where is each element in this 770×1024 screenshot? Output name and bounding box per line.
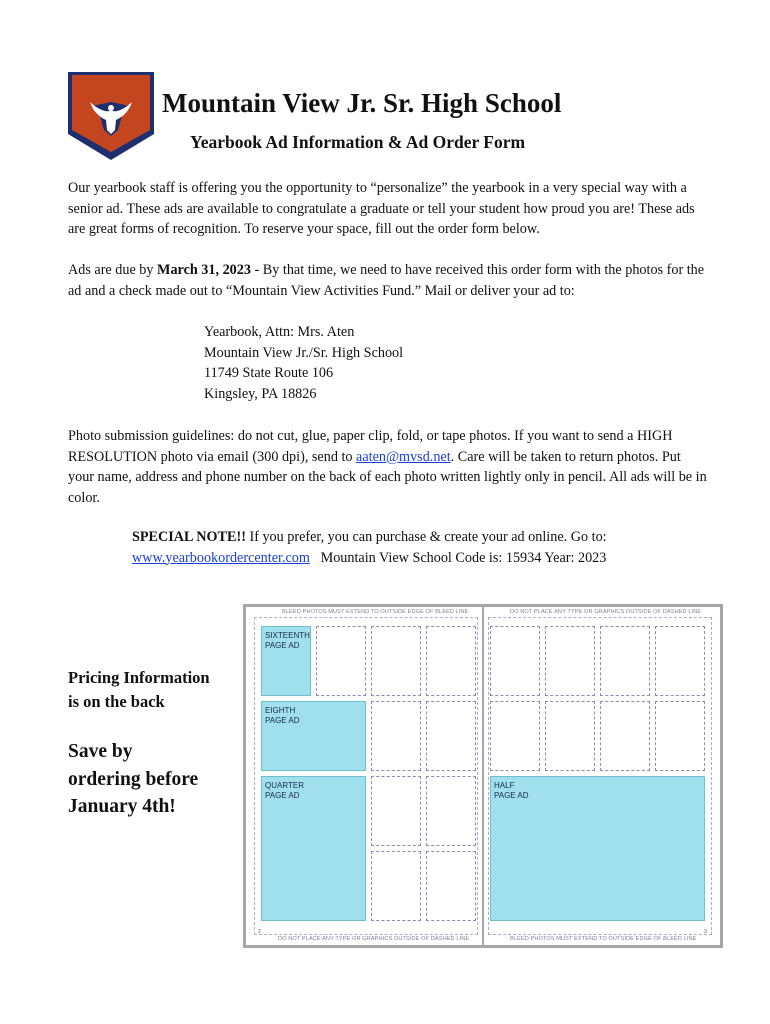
ad-cell [655, 626, 705, 696]
ad-cell [655, 701, 705, 771]
label-line: PAGE AD [265, 716, 300, 725]
label-line: PAGE AD [265, 791, 300, 800]
dashed-note-top: DO NOT PLACE ANY TYPE OR GRAPHICS OUTSIDE OF DASHED LINE [510, 609, 702, 615]
ad-cell [545, 701, 595, 771]
ad-cell [426, 701, 476, 771]
due-prefix: Ads are due by [68, 262, 158, 278]
bleed-note-bottom: BLEED PHOTOS MUST EXTEND TO OUTSIDE EDGE OF BLEED LINE [510, 936, 697, 942]
half-label [494, 781, 529, 801]
ad-cell [426, 776, 476, 846]
due-paragraph [68, 260, 708, 301]
guidelines-text-end: . Care will be taken to return photos. Put your name, address and phone number on the back of each photo written lightly only in pencil. All ads will be in color. [68, 448, 707, 506]
eighth-page-ad [261, 701, 366, 771]
save-line: January 4th! [68, 796, 176, 817]
ad-cell [371, 626, 421, 696]
page-number: 3 [704, 929, 707, 935]
order-center-link[interactable]: www.yearbookordercenter.com [132, 549, 310, 566]
address-line: Yearbook, Attn: Mrs. Aten [204, 324, 355, 340]
address-line: Kingsley, PA 18826 [204, 385, 317, 402]
label-line: HALF [494, 781, 515, 790]
photo-guidelines-paragraph [68, 426, 708, 508]
eighth-label [265, 706, 300, 726]
save-note [68, 738, 198, 821]
pricing-line: Pricing Information [68, 668, 210, 687]
ad-cell [371, 851, 421, 921]
ad-cell [316, 626, 366, 696]
ad-cell [545, 626, 595, 696]
label-line: SIXTEENTH [265, 631, 310, 640]
quarter-page-ad [261, 776, 366, 921]
address-line: 11749 State Route 106 [204, 365, 334, 382]
special-note [132, 527, 692, 568]
pricing-line: is on the back [68, 692, 165, 711]
ad-cell [426, 851, 476, 921]
due-date: March 31, 2023 [157, 262, 251, 278]
ad-cell [600, 701, 650, 771]
special-note-text: If you prefer, you can purchase & create your ad online. Go to: [245, 529, 607, 545]
special-note-label: SPECIAL NOTE!! [132, 529, 246, 545]
email-link[interactable]: aaten@mvsd.net [356, 448, 451, 465]
label-line: PAGE AD [494, 791, 529, 800]
save-line: ordering before [68, 768, 199, 790]
school-logo-icon [68, 72, 154, 160]
ad-cell [600, 626, 650, 696]
form-subtitle: Yearbook Ad Information & Ad Order Form [190, 132, 526, 152]
ad-cell [371, 701, 421, 771]
ad-cell [490, 701, 540, 771]
label-line: EIGHTH [265, 706, 296, 715]
left-page [246, 607, 482, 945]
label-line: PAGE AD [265, 641, 300, 650]
ad-cell [490, 626, 540, 696]
mailing-address [204, 322, 403, 404]
address-line: Mountain View Jr./Sr. High School [204, 344, 404, 361]
page-title: Mountain View Jr. Sr. High School [162, 88, 562, 118]
due-suffix: - By that time, we need to have received this order form with the photos for the ad and a check made out to “Mountain View Activities Fund.” Mail or deliver your ad to: [68, 262, 705, 299]
sixteenth-label [265, 631, 310, 651]
label-line: QUARTER [265, 781, 304, 790]
ad-cell [371, 776, 421, 846]
half-page-ad [490, 776, 705, 921]
ad-size-template [243, 604, 723, 948]
ad-cell [426, 626, 476, 696]
pricing-note [68, 666, 210, 714]
quarter-label [265, 781, 304, 801]
dashed-note-bottom: DO NOT PLACE ANY TYPE OR GRAPHICS OUTSIDE OF DASHED LINE [278, 936, 470, 942]
intro-paragraph: Our yearbook staff is offering you the opportunity to “personalize” the yearbook in a very special way with a senior ad. These ads are available to congratulate a graduate or tell your student how proud you are! These ads are great forms of recognition. To reserve your space, fill out the order form below. [68, 180, 695, 238]
school-code-text: Mountain View School Code is: 15934 Year: 2023 [309, 549, 607, 566]
sixteenth-page-ad [261, 626, 311, 696]
save-line: Save by [68, 741, 133, 762]
bleed-note-top: BLEED PHOTOS MUST EXTEND TO OUTSIDE EDGE OF BLEED LINE [282, 609, 469, 615]
page-number: 2 [258, 929, 261, 935]
guidelines-text: Photo submission guidelines: do not cut, glue, paper clip, fold, or tape photos. If you want to send a HIGH RESOLUTION photo via email (300 dpi), send to [68, 428, 673, 465]
right-page [484, 607, 720, 945]
